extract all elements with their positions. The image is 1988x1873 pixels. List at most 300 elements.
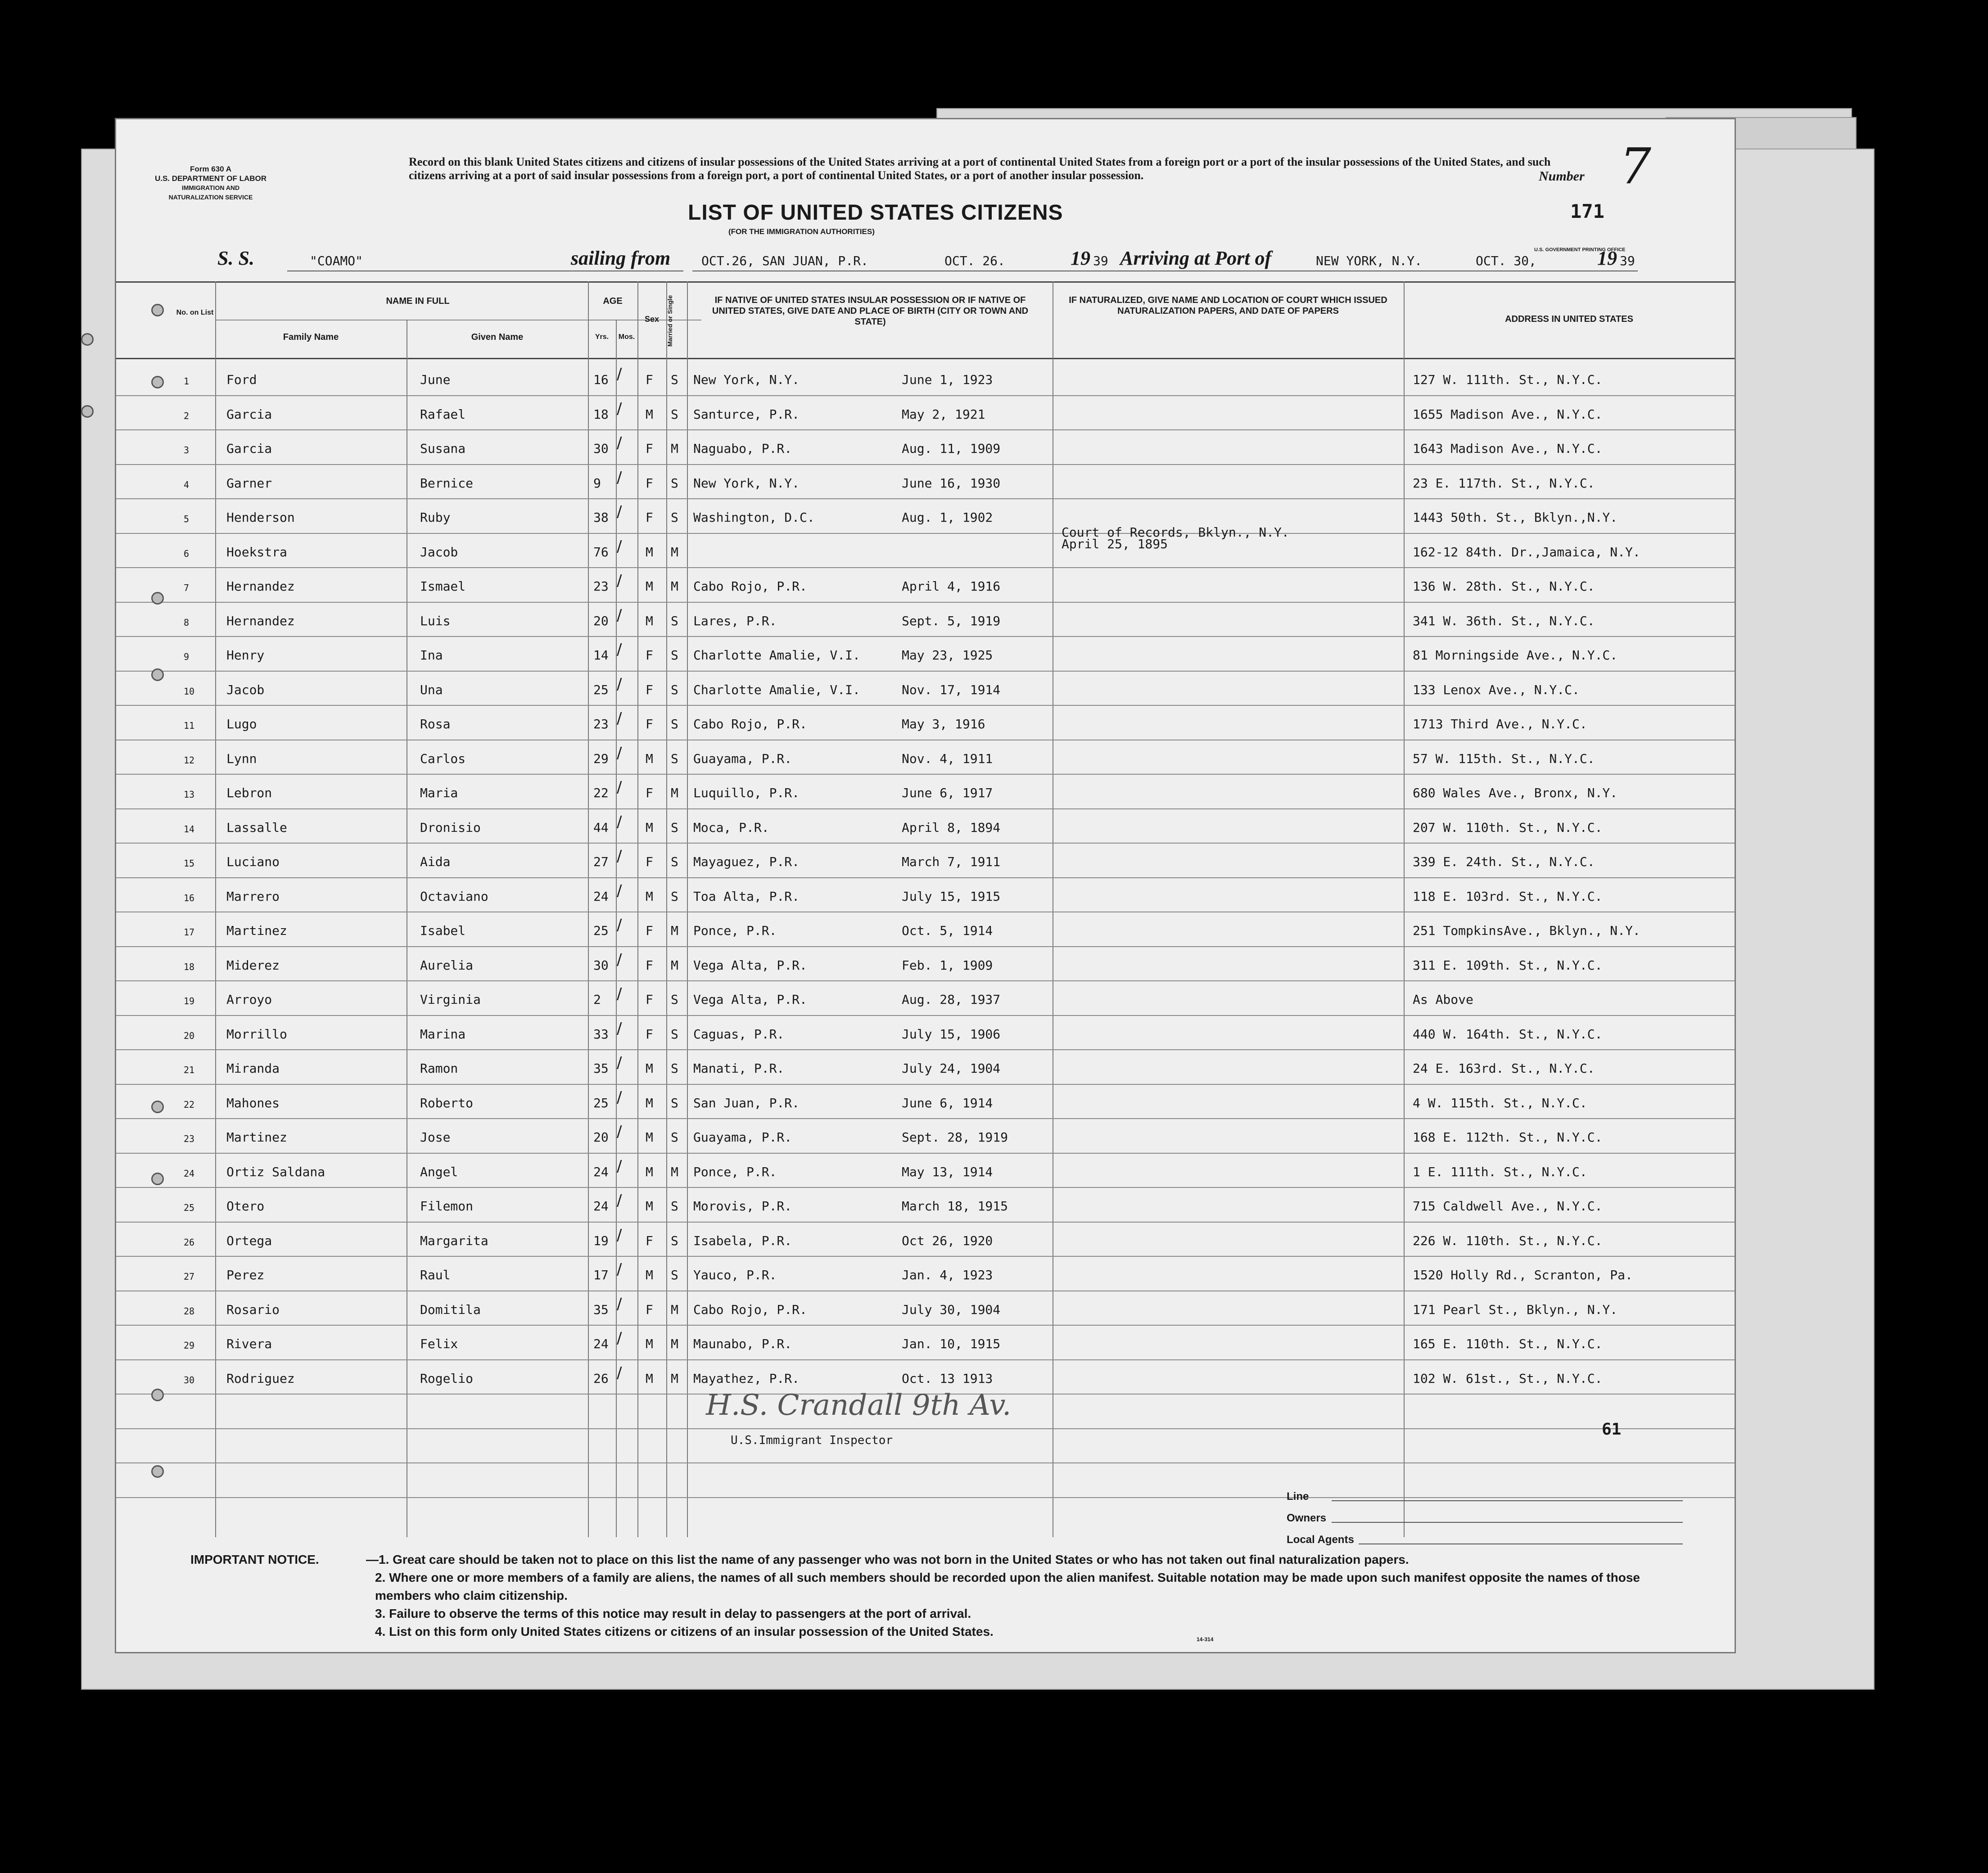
birth-date: Oct. 13 1913 [902, 1371, 993, 1386]
check-mark: / [617, 812, 622, 831]
age-years: 25 [593, 682, 609, 697]
birth-place: Cabo Rojo, P.R. [693, 717, 807, 731]
row-number: 30 [184, 1374, 195, 1386]
row-rule [116, 671, 1735, 672]
row-rule [116, 602, 1735, 603]
age-years: 9 [593, 475, 601, 491]
family-name: Hernandez [226, 579, 295, 594]
age-years: 29 [593, 751, 609, 766]
table-row [116, 1086, 1735, 1120]
sex: M [646, 1095, 653, 1110]
header-mos: Mos. [618, 333, 635, 341]
address: 1655 Madison Ave., N.Y.C. [1413, 406, 1603, 422]
family-name: Garcia [226, 406, 272, 422]
marital-status: S [671, 510, 678, 525]
given-name: Marina [420, 1026, 466, 1042]
address: 168 E. 112th. St., N.Y.C. [1413, 1130, 1603, 1145]
row-rule [116, 1187, 1735, 1188]
row-rule [116, 395, 1735, 396]
family-name: Otero [226, 1199, 265, 1214]
given-name: Carlos [420, 751, 466, 766]
binder-hole [81, 333, 94, 346]
birth-place: Yauco, P.R. [693, 1268, 777, 1282]
given-name: Rafael [420, 406, 466, 422]
birth-place: New York, N.Y. [693, 475, 800, 491]
table-row [116, 948, 1735, 982]
address: As Above [1413, 992, 1473, 1007]
address: 1443 50th. St., Bklyn.,N.Y. [1413, 510, 1618, 525]
form-number: Form 630 A [190, 165, 231, 173]
address: 226 W. 110th. St., N.Y.C. [1413, 1233, 1603, 1248]
address: 1 E. 111th. St., N.Y.C. [1413, 1164, 1587, 1179]
family-name: Jacob [226, 682, 265, 697]
check-mark: / [617, 1157, 622, 1175]
age-years: 25 [593, 923, 609, 938]
sex: M [646, 751, 653, 766]
family-name: Lassalle [226, 820, 287, 835]
row-number: 14 [184, 823, 195, 835]
row-number: 12 [184, 754, 195, 766]
birth-date: May 13, 1914 [902, 1164, 993, 1179]
marital-status: M [671, 441, 678, 456]
sailing-date: OCT. 26. [944, 253, 1005, 268]
family-name: Henry [226, 648, 265, 663]
ss-label: S. S. [217, 247, 254, 269]
birth-date: July 15, 1915 [902, 889, 1001, 904]
birth-place: San Juan, P.R. [693, 1095, 800, 1110]
check-mark: / [617, 675, 622, 693]
line-label: Line [1287, 1490, 1309, 1503]
birth-date: Aug. 28, 1937 [902, 992, 1001, 1007]
check-mark: / [617, 1123, 622, 1141]
address: 341 W. 36th. St., N.Y.C. [1413, 613, 1595, 628]
given-name: Virginia [420, 992, 481, 1007]
table-row [116, 810, 1735, 844]
header-yrs: Yrs. [595, 333, 609, 341]
birth-place: Isabela, P.R. [693, 1233, 792, 1248]
row-number: 7 [184, 582, 190, 593]
address: 57 W. 115th. St., N.Y.C. [1413, 751, 1595, 766]
row-number: 17 [184, 927, 195, 938]
notice-title: IMPORTANT NOTICE. [190, 1553, 319, 1566]
family-name: Martinez [226, 1130, 287, 1145]
address: 1643 Madison Ave., N.Y.C. [1413, 441, 1603, 456]
row-rule [116, 1049, 1735, 1050]
sailing-from: OCT.26, SAN JUAN, P.R. [701, 253, 868, 268]
form-instructions: Record on this blank United States citizens and citizens of insular possessions of the United States arriving at a port of continental United States from a foreign port or a port of the insular possessions of the United States, and such citizens arriving at a port of said insular possessions from a foreign port, a port of continental United States, or a port of another insular possession. [409, 155, 1551, 182]
year-1: 39 [1093, 253, 1108, 268]
address: 680 Wales Ave., Bronx, N.Y. [1413, 785, 1618, 800]
address: 171 Pearl St., Bklyn., N.Y. [1413, 1302, 1618, 1317]
birth-date: Aug. 1, 1902 [902, 510, 993, 525]
family-name: Miderez [226, 957, 280, 973]
given-name: Margarita [420, 1233, 488, 1248]
table-row [116, 672, 1735, 707]
row-number: 11 [184, 720, 195, 731]
marital-status: S [671, 1026, 678, 1042]
given-name: Una [420, 682, 443, 697]
binder-hole [151, 668, 164, 681]
service-line-1: IMMIGRATION AND [181, 184, 240, 191]
owners-label: Owners [1287, 1512, 1327, 1524]
table-row [116, 638, 1735, 672]
given-name: Raul [420, 1268, 451, 1282]
marital-status: S [671, 372, 678, 387]
header-address: ADDRESS IN UNITED STATES [1505, 314, 1633, 324]
marital-status: S [671, 820, 678, 835]
table-row [116, 707, 1735, 741]
birth-place: Cabo Rojo, P.R. [693, 1302, 807, 1317]
table-row [116, 1223, 1735, 1258]
age-years: 38 [593, 510, 609, 525]
marital-status: M [671, 957, 678, 973]
given-name: Angel [420, 1164, 458, 1179]
age-years: 16 [593, 372, 609, 387]
given-name: Ina [420, 648, 443, 663]
address: 1520 Holly Rd., Scranton, Pa. [1413, 1268, 1633, 1282]
address: 339 E. 24th. St., N.Y.C. [1413, 854, 1595, 869]
birth-place: Ponce, P.R. [693, 1164, 777, 1179]
age-years: 26 [593, 1371, 609, 1386]
table-row [116, 1017, 1735, 1051]
age-years: 24 [593, 1336, 609, 1351]
age-years: 19 [593, 1233, 609, 1248]
check-mark: / [617, 399, 622, 418]
marital-status: M [671, 1371, 678, 1386]
agents-label: Local Agents [1287, 1534, 1354, 1546]
table-top-border [116, 281, 1735, 283]
family-name: Ortiz Saldana [226, 1164, 325, 1179]
row-number: 10 [184, 686, 195, 697]
birth-place: Washington, D.C. [693, 510, 815, 525]
marital-status: M [671, 544, 678, 560]
age-years: 44 [593, 820, 609, 835]
sex: F [646, 441, 653, 456]
marital-status: S [671, 475, 678, 491]
table-row [116, 1327, 1735, 1361]
table-row [116, 776, 1735, 810]
birth-place: Mayaguez, P.R. [693, 854, 800, 869]
given-name: Octaviano [420, 889, 488, 904]
row-number: 26 [184, 1237, 195, 1248]
sex: M [646, 1268, 653, 1282]
check-mark: / [617, 950, 622, 969]
family-name: Garner [226, 475, 272, 491]
printing-office: U.S. GOVERNMENT PRINTING OFFICE [1534, 247, 1626, 253]
birth-place: Charlotte Amalie, V.I. [693, 682, 860, 697]
sex: M [646, 579, 653, 594]
sex: F [646, 510, 653, 525]
table-row [116, 1120, 1735, 1154]
marital-status: M [671, 923, 678, 938]
line-underline [1332, 1500, 1683, 1501]
birth-date: Sept. 28, 1919 [902, 1130, 1008, 1145]
birth-place: Guayama, P.R. [693, 751, 792, 766]
check-mark: / [617, 1295, 622, 1313]
birth-place: Ponce, P.R. [693, 923, 777, 938]
binder-hole [81, 405, 94, 418]
row-rule [116, 429, 1735, 430]
birth-date: March 7, 1911 [902, 854, 1001, 869]
row-number: 13 [184, 789, 195, 800]
check-mark: / [617, 1260, 622, 1278]
sex: M [646, 1199, 653, 1214]
row-rule [116, 946, 1735, 947]
row-rule [116, 843, 1735, 844]
form-identification [143, 164, 278, 202]
row-number: 9 [184, 651, 190, 662]
family-name: Rodriguez [226, 1371, 295, 1386]
birth-date: Jan. 4, 1923 [902, 1268, 993, 1282]
year-prefix-2: 19 [1597, 247, 1617, 269]
given-name: Ramon [420, 1061, 458, 1076]
address: 23 E. 117th. St., N.Y.C. [1413, 475, 1595, 491]
given-name: Ismael [420, 579, 466, 594]
page-number: 61 [1602, 1420, 1622, 1439]
given-name: Rosa [420, 717, 451, 731]
notice-item-1: —1. Great care should be taken not to place on this list the name of any passenger who was not born in the United States or who has not taken out final naturalization papers. [366, 1553, 1409, 1566]
row-number: 15 [184, 858, 195, 869]
check-mark: / [617, 881, 622, 900]
family-name: Perez [226, 1268, 265, 1282]
row-rule [116, 1084, 1735, 1085]
sex: F [646, 992, 653, 1007]
address: 133 Lenox Ave., N.Y.C. [1413, 682, 1580, 697]
check-mark: / [617, 572, 622, 590]
sex: M [646, 889, 653, 904]
row-number: 21 [184, 1065, 195, 1075]
row-rule [116, 808, 1735, 809]
manifest-page [115, 118, 1736, 1653]
table-row [116, 913, 1735, 948]
given-name: Jacob [420, 544, 458, 560]
address: 440 W. 164th. St., N.Y.C. [1413, 1026, 1603, 1042]
row-rule [116, 1256, 1735, 1257]
year-prefix-1: 19 [1071, 247, 1090, 269]
binder-hole [151, 1173, 164, 1185]
form-code: 14-314 [1197, 1636, 1214, 1643]
given-name: Domitila [420, 1302, 481, 1317]
table-row [116, 844, 1735, 879]
sex: F [646, 717, 653, 731]
birth-date: June 16, 1930 [902, 475, 1001, 491]
notice-item-3: 3. Failure to observe the terms of this notice may result in delay to passengers at the port of arrival. [375, 1607, 971, 1620]
row-rule [116, 567, 1735, 568]
row-rule [116, 1497, 1735, 1498]
age-years: 2 [593, 992, 601, 1007]
family-name: Miranda [226, 1061, 280, 1076]
check-mark: / [617, 744, 622, 762]
given-name: Bernice [420, 475, 474, 491]
age-years: 24 [593, 1199, 609, 1214]
binder-hole [151, 1465, 164, 1478]
marital-status: M [671, 1336, 678, 1351]
address: 311 E. 109th. St., N.Y.C. [1413, 957, 1603, 973]
binder-hole [151, 592, 164, 605]
sex: M [646, 1336, 653, 1351]
check-mark: / [617, 1363, 622, 1382]
given-name: Susana [420, 441, 466, 456]
marital-status: S [671, 406, 678, 422]
birth-place: Vega Alta, P.R. [693, 957, 807, 973]
address: 251 TompkinsAve., Bklyn., N.Y. [1413, 923, 1640, 938]
address: 4 W. 115th. St., N.Y.C. [1413, 1095, 1587, 1110]
table-row [116, 1189, 1735, 1223]
given-name: Roberto [420, 1095, 474, 1110]
sex: M [646, 406, 653, 422]
age-years: 23 [593, 717, 609, 731]
marital-status: S [671, 1130, 678, 1145]
age-years: 20 [593, 613, 609, 628]
sex: F [646, 923, 653, 938]
family-name: Ford [226, 372, 257, 387]
marital-status: S [671, 751, 678, 766]
header-married-single: Married or Single [666, 295, 673, 347]
sex: M [646, 1061, 653, 1076]
family-name: Luciano [226, 854, 280, 869]
row-number: 19 [184, 996, 195, 1006]
sex: F [646, 1026, 653, 1042]
family-name: Rosario [226, 1302, 280, 1317]
family-name: Ortega [226, 1233, 272, 1248]
age-years: 76 [593, 544, 609, 560]
inspector-signature: H.S. Crandall 9th Av. [706, 1389, 1012, 1422]
department: U.S. DEPARTMENT OF LABOR [154, 174, 267, 183]
check-mark: / [617, 1019, 622, 1038]
row-number: 4 [184, 479, 190, 490]
address: 207 W. 110th. St., N.Y.C. [1413, 820, 1603, 835]
age-years: 30 [593, 441, 609, 456]
family-name: Garcia [226, 441, 272, 456]
address: 1713 Third Ave., N.Y.C. [1413, 717, 1587, 731]
notice-item-2: 2. Where one or more members of a family are aliens, the names of all such members should be recorded upon the alien manifest. Suitable notation may be made upon such manifest opposite the names of those members who claim citizenship. [375, 1571, 1640, 1602]
birth-place: Luquillo, P.R. [693, 785, 800, 800]
family-name: Henderson [226, 510, 295, 525]
birth-date: July 15, 1906 [902, 1026, 1001, 1042]
address: 24 E. 163rd. St., N.Y.C. [1413, 1061, 1595, 1076]
table-row [116, 982, 1735, 1016]
check-mark: / [617, 641, 622, 659]
given-name: Aurelia [420, 957, 474, 973]
check-mark: / [617, 537, 622, 555]
marital-status: S [671, 717, 678, 731]
row-number: 23 [184, 1133, 195, 1144]
row-number: 22 [184, 1099, 195, 1110]
given-name: Aida [420, 854, 451, 869]
birth-place: Lares, P.R. [693, 613, 777, 628]
row-rule [116, 1118, 1735, 1119]
sex: F [646, 957, 653, 973]
marital-status: M [671, 1302, 678, 1317]
birth-date: June 6, 1917 [902, 785, 993, 800]
check-mark: / [617, 709, 622, 727]
birth-date: Sept. 5, 1919 [902, 613, 1001, 628]
age-years: 30 [593, 957, 609, 973]
number-value: 7 [1620, 137, 1651, 195]
sex: F [646, 1233, 653, 1248]
family-name: Lugo [226, 717, 257, 731]
number-label: Number [1539, 169, 1585, 184]
given-name: June [420, 372, 451, 387]
check-mark: / [617, 434, 622, 452]
family-name: Lynn [226, 751, 257, 766]
row-rule [116, 1462, 1735, 1463]
sex: F [646, 854, 653, 869]
age-years: 35 [593, 1302, 609, 1317]
check-mark: / [617, 847, 622, 865]
age-years: 35 [593, 1061, 609, 1076]
birth-date: May 2, 1921 [902, 406, 985, 422]
service-line-2: NATURALIZATION SERVICE [168, 194, 253, 201]
sex: M [646, 820, 653, 835]
table-row [116, 1258, 1735, 1292]
age-years: 14 [593, 648, 609, 663]
check-mark: / [617, 503, 622, 521]
ship-name: "COAMO" [310, 253, 363, 268]
age-years: 27 [593, 854, 609, 869]
binder-hole [151, 304, 164, 316]
age-years: 22 [593, 785, 609, 800]
given-name: Maria [420, 785, 458, 800]
family-name: Hoekstra [226, 544, 287, 560]
age-years: 25 [593, 1095, 609, 1110]
table-row [116, 466, 1735, 500]
check-mark: / [617, 985, 622, 1003]
binder-hole [151, 376, 164, 388]
given-name: Felix [420, 1336, 458, 1351]
row-rule [116, 464, 1735, 465]
birth-date: May 23, 1925 [902, 648, 993, 663]
family-name: Mahones [226, 1095, 280, 1110]
marital-status: M [671, 1164, 678, 1179]
birth-place: Mayathez, P.R. [693, 1371, 800, 1386]
check-mark: / [617, 1088, 622, 1106]
binder-hole [151, 1101, 164, 1113]
address: 715 Caldwell Ave., N.Y.C. [1413, 1199, 1603, 1214]
row-number: 2 [184, 410, 190, 421]
birth-date: Nov. 17, 1914 [902, 682, 1001, 697]
table-row [116, 1155, 1735, 1189]
age-years: 24 [593, 1164, 609, 1179]
row-number: 20 [184, 1030, 195, 1041]
birth-place: Manati, P.R. [693, 1061, 785, 1076]
table-row [116, 604, 1735, 638]
birth-place: Vega Alta, P.R. [693, 992, 807, 1007]
row-rule [116, 705, 1735, 706]
row-number: 16 [184, 892, 195, 903]
marital-status: S [671, 1233, 678, 1248]
marital-status: S [671, 1061, 678, 1076]
row-number: 18 [184, 961, 195, 972]
row-rule [116, 1428, 1735, 1429]
naturalization-court: Court of Records, Bklyn., N.Y. [1062, 524, 1289, 540]
sex: F [646, 475, 653, 491]
age-years: 24 [593, 889, 609, 904]
header-bottom-border [116, 358, 1735, 359]
table-row [116, 1051, 1735, 1085]
birth-place: Maunabo, P.R. [693, 1336, 792, 1351]
family-name: Marrero [226, 889, 280, 904]
header-age: AGE [603, 296, 623, 306]
given-name: Rogelio [420, 1371, 474, 1386]
birth-place: Moca, P.R. [693, 820, 769, 835]
age-years: 18 [593, 406, 609, 422]
row-number: 8 [184, 617, 190, 628]
sex: F [646, 648, 653, 663]
birth-place: Cabo Rojo, P.R. [693, 579, 807, 594]
birth-date: July 30, 1904 [902, 1302, 1001, 1317]
row-rule [116, 1222, 1735, 1223]
